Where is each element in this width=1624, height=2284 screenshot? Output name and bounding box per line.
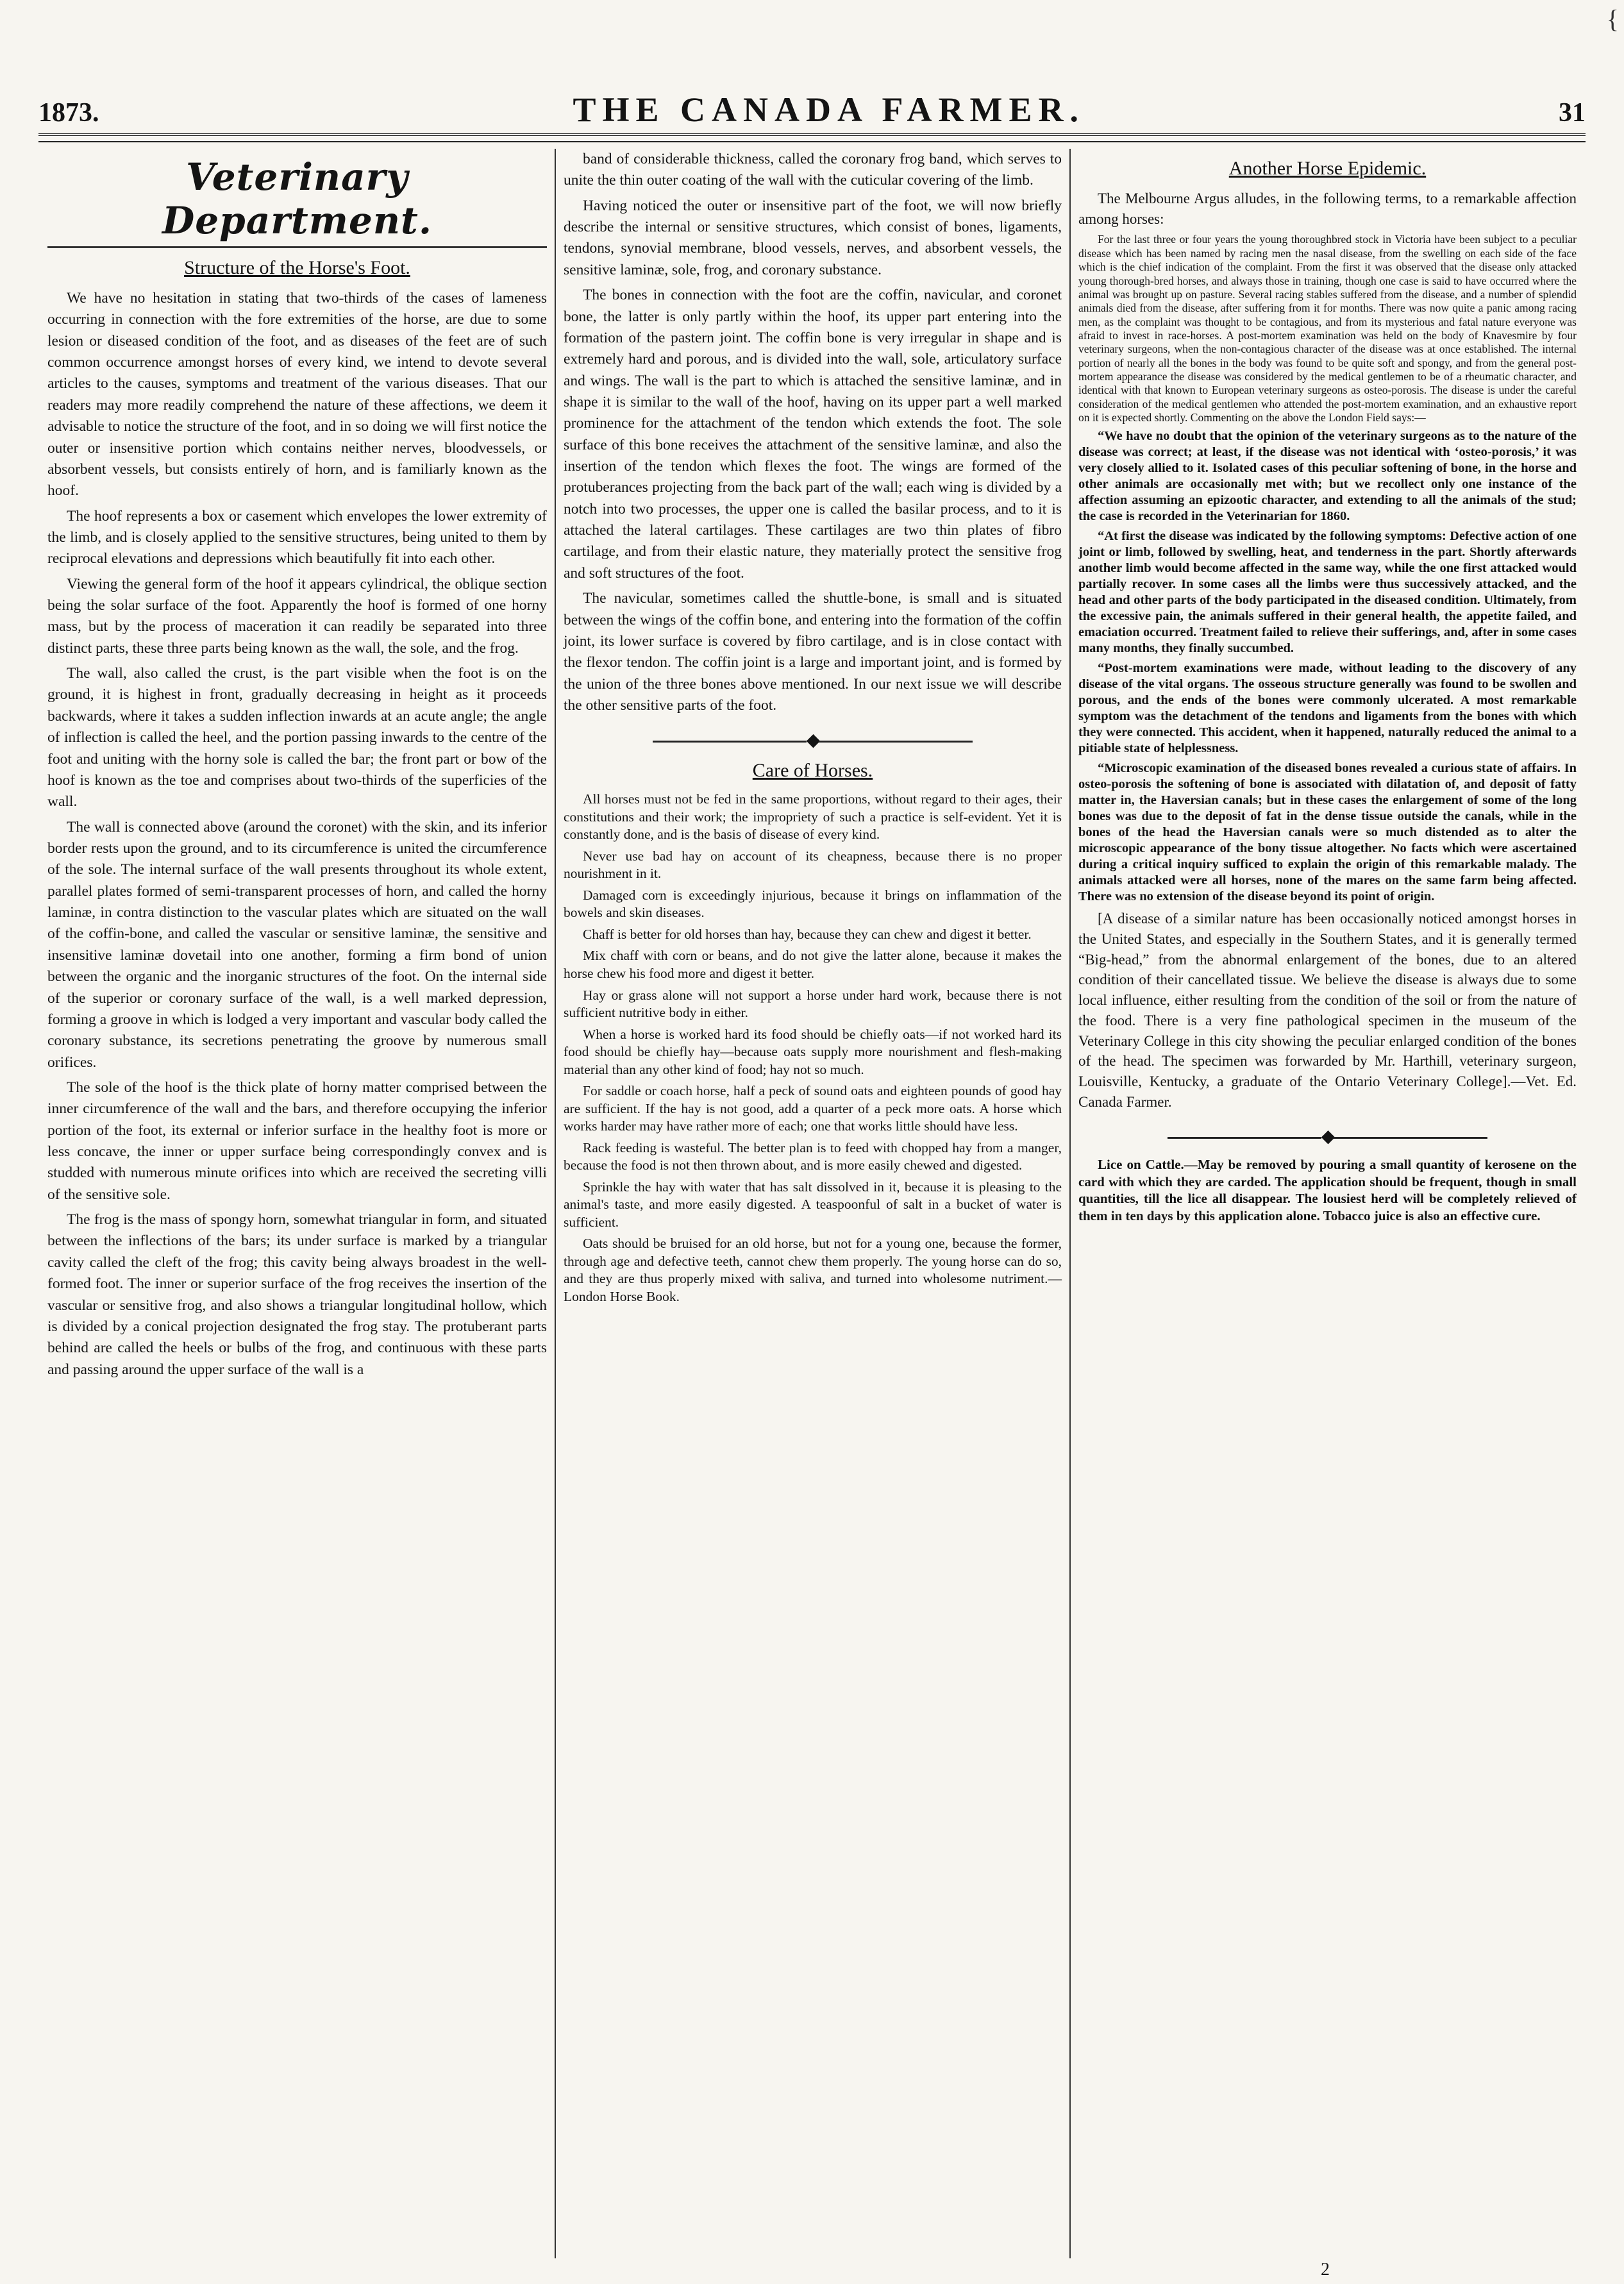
department-rule bbox=[47, 246, 547, 248]
editor-note: [A disease of a similar nature has been occasionally noticed amongst horses in the United States, and especially in the Southern States, and it is generally termed “Big-head,” from the abnormal enlargement of the bones, due to an altered condition of their cancellated tissue. We believe the disease is always due to some local influence, either resulting from the condition of the soil or from the nature of the food. There is a very fine pathological specimen in the museum of the Veterinary College in this city showing the peculiar enlarged condition of the bones of the head. The specimen was forwarded by Mr. Harthill, veterinary surgeon, Louisville, Kentucky, a graduate of the Ontario Veterinary College].—Vet. Ed. Canada Farmer. bbox=[1078, 911, 1577, 1110]
paragraph: “Microscopic examination of the diseased bones revealed a curious state of affairs. In osteo-porosis the softening of bone is associated with dilatation of, and deposit of fatty matter in, the Haversian canals; but in these cases the enlargement of some of the long bones was due to the deposit of fat in the dense tissue outside the canals, while in the bones of the head the Haversian canals were so much distended as to alter the microscopic appearance of the bony tissue altogether. No facts which were ascertained during a critical inquiry sufficed to explain the origin of this remarkable malady. The animals attacked were all horses, none of the mares on the same farm being affected. There was no extension of the disease beyond its point of origin. bbox=[1078, 761, 1577, 904]
masthead-rule-thin bbox=[38, 141, 1586, 142]
issue-year: 1873. bbox=[38, 98, 99, 128]
article-heading-horse-foot: Structure of the Horse's Foot. bbox=[184, 257, 410, 278]
paper-title: THE CANADA FARMER. bbox=[573, 90, 1085, 129]
section-divider: ◆ bbox=[1078, 1125, 1577, 1147]
section-divider: ◆ bbox=[564, 729, 1062, 751]
paragraph: The wall is connected above (around the coronet) with the skin, and its inferior border rests upon the ground, and to its circumference is united the circumference of the sole. The internal surface of the wall presents throughout its whole extent, parallel plates formed of semi-transparent processes of horn, and called the horny laminæ, in contra distinction to the vascular plates which are situated on the wall of the coffin-bone, and called the vascular or sensitive laminæ, the sensitive and insensitive laminæ dovetail into one another, forming a firm bond of union between the organic and the inorganic structures of the foot. On the internal side of the superior or coronary surface of the wall, is a well marked depression, forming a groove in which is lodged a very important and vascular body called the coronary substance, its secretions penetrating the groove by numerous small orifices. bbox=[47, 818, 547, 1071]
paragraph: We have no hesitation in stating that two-thirds of the cases of lameness occurring in connection with the fore extremities of the horse, are due to some lesion or diseased condition of the foot, and as diseases of the feet are of such common occurrence amongst horses of every kind, we intend to devote several articles to the causes, symptoms and treatment of the various diseases. That our readers may more readily comprehend the nature of these affections, we deem it advisable to notice the structure of the foot, and in so doing we will first notice the outer or insensitive portion which contains neither nerves, bloodvessels, or absorbent vessels, but consists entirely of horn, and is familiarly known as the hoof. bbox=[47, 290, 547, 500]
paragraph: The sole of the hoof is the thick plate of horny matter comprised between the inner circumference of the wall and the bars, and therefore occupying the inferior portion of the foot, its external or inferior surface in the healthy foot is more or less concave, the inner or upper surface being correspondingly convex and is studded with numerous minute orifices into which are received the secreting villi of the sensitive sole. bbox=[47, 1079, 547, 1203]
page-number: 31 bbox=[1559, 98, 1586, 128]
paragraph: Rack feeding is wasteful. The better plan is to feed with chopped hay from a manger, because the food is not then thrown about, and is more easily chewed and digested. bbox=[564, 1139, 1062, 1173]
article-heading-care-of-horses: Care of Horses. bbox=[752, 760, 873, 782]
paragraph: “We have no doubt that the opinion of the veterinary surgeons as to the nature of the disease was correct; at least, if the disease was not identical with ‘osteo-porosis,’ it was very closely allied to it. Isolated cases of this peculiar softening of bone, in the horse and other animals are occasionally met with; but we recollect only one instance of the affection assuming an epizootic character, and extending to all the animals of the stud; the case is recorded in the Veterinarian for 1860. bbox=[1078, 429, 1577, 524]
paragraph: The hoof represents a box or casement which envelopes the lower extremity of the limb, and is closely applied to the sensitive structures, being united to them by reciprocal elevations and depressions which beautifully fit into each other. bbox=[47, 507, 547, 567]
paragraph: The wall, also called the crust, is the part visible when the foot is on the ground, it is highest in front, gradually decreasing in height as it proceeds backwards, where it takes a sudden inflection inwards at an acute angle; the angle of inflection is called the heel, and the portion passing inwards to the centre of the foot and uniting with the horny sole is called the bar; the front part or bow of the hoof is known as the toe and comprises about two-thirds of the superficies of the wall. bbox=[47, 665, 547, 810]
paragraph: Hay or grass alone will not support a horse under hard work, because there is not sufficient nutritive body in either. bbox=[564, 987, 1062, 1021]
paragraph: When a horse is worked hard its food should be chiefly oats—if not worked hard its food should be chiefly hay—because oats supply more nourishment and flesh-making material than any other kind of food; hay not so much. bbox=[564, 1026, 1062, 1077]
paragraph: “Post-mortem examinations were made, without leading to the discovery of any disease of the vital organs. The osseous structure generally was found to be swollen and porous, and the ends of the bones were commonly ulcerated. A most remarkable symptom was the detachment of the tendons and ligaments from the bones with which they were connected. This accident, when it happened, naturally reduced the animal to a pitiable state of helplessness. bbox=[1078, 661, 1577, 756]
paragraph: Sprinkle the hay with water that has salt dissolved in it, because it is pleasing to the animal's taste, and more easily digested. A teaspoonful of salt in a bucket of water is sufficient. bbox=[564, 1179, 1062, 1230]
paragraph: Viewing the general form of the hoof it appears cylindrical, the oblique section being the solar surface of the foot. Apparently the hoof is formed of one horny mass, but by the process of maceration it can readily be separated into three distinct parts, these three parts being known as the wall, the sole, and the frog. bbox=[47, 575, 547, 657]
paragraph: Oats should be bruised for an old horse, but not for a young one, because the former, through age and defective teeth, cannot chew them properly. The young horse can do so, and they are thus properly mixed with saliva, and turned into wholesome nutriment.—London Horse Book. bbox=[564, 1236, 1062, 1304]
paragraph: The bones in connection with the foot are the coffin, navicular, and coronet bone, the latter is only partly within the hoof, its upper part entering into the formation of the pastern joint. The coffin bone is very irregular in shape and is extremely hard and porous, and is divided into the wall, sole, articulatory surface and wings. The wall is the part to which is attached the sensitive laminæ, and in shape it is similar to the wall of the hoof, having on its upper part a well marked prominence for the attachment of the tendon which extends the foot. The sole surface of this bone receives the attachment of the sensitive laminæ, and also the insertion of the tendon which flexes the foot. The wings are formed of the protuberances projecting from the back part of the wall; each wing is divided by a notch into two processes, the upper one is called the basilar process, and to it is attached the lateral cartilages. These cartilages are two thin plates of fibro cartilage, and from their elastic nature, they materially protect the sensitive frog and soft structures of the foot. bbox=[564, 287, 1062, 582]
quoted-report: For the last three or four years the young thoroughbred stock in Victoria have been subject to a peculiar disease which has been named by racing men the nasal disease, from the swelling on each side of the face which is the chief indication of the complaint. From the first it was observed that the disease only attacked young thorough-bred horses, and always those in training, though one case is said to have occurred where the animal was brought up on pasture. Several racing stables suffered from the disease, and a number of splendid animals died from the disease, after suffering from it for months. There was now quite a panic among racing men, as the complaint was thought to be contagious, and from its mysterious and fatal nature everyone was afraid to invest in race-horses. A post-mortem examination was held on the body of Knavesmire by four veterinary surgeons, when the non-contagious character of the disease was at once established. The internal portion of nearly all the bones in the body was found to be quite soft and spongy, and from the general post-mortem appearance the disease was considered by the medical gentlemen to be of a rheumatic character, and identical with that known to European veterinary surgeons as osteo-porosis. The disease is under the careful consideration of the medical gentlemen who attended the post-mortem examination, and an exhaustive report on it is expected shortly. Commenting on the above the London Field says:— bbox=[1078, 233, 1577, 424]
paragraph: band of considerable thickness, called the coronary frog band, which serves to unite the thin outer coating of the wall with the cuticular covering of the limb. bbox=[564, 151, 1062, 189]
paragraph: The frog is the mass of spongy horn, somewhat triangular in form, and situated between the inflections of the bars; its under surface is marked by a triangular cavity called the cleft of the frog; this cavity being always broadest in the well-formed foot. The inner or superior surface of the frog receives the insertion of the vascular or sensitive frog, and also shows a triangular longitudinal hollow, which is divided by a conical projection designated the frog stay. The protuberant parts behind are called the heels or bulbs of the frog, and continuous with these parts and passing around the upper surface of the wall is a bbox=[47, 1211, 547, 1378]
masthead-rule bbox=[38, 133, 1586, 136]
paragraph: Lice on Cattle.—May be removed by pouring a small quantity of kerosene on the card with which they are carded. The application should be frequent, though in small quantities, till the lice all disappear. The lousiest herd will be completely relieved of them in ten days by this application alone. Tobacco juice is also an effective cure. bbox=[1078, 1156, 1577, 1224]
masthead bbox=[38, 90, 1586, 130]
article-heading-horse-epidemic: Another Horse Epidemic. bbox=[1228, 158, 1427, 179]
paragraph: All horses must not be fed in the same proportions, without regard to their ages, their constitutions and their work; the impropriety of such a practice is self-evident. Yet it is constantly done, and is the basis of disease of every kind. bbox=[564, 791, 1062, 843]
column-right bbox=[1069, 149, 1584, 2258]
paragraph: Chaff is better for old horses than hay, because they can chew and digest it better. bbox=[583, 926, 1032, 942]
column-left bbox=[40, 149, 555, 2258]
paragraph: “At first the disease was indicated by the following symptoms: Defective action of one joint or limb, followed by swelling, heat, and tenderness in the part. Shortly afterwards another limb would become affected in the same way, while the one first attacked would partially recover. In some cases all the limbs were thus successively attacked, and the head and other parts of the body participated in the diseased condition. Ultimately, from the excessive pain, the animals suffered in their general health, the appetite failed, and emaciation occurred. Treatment failed to relieve their sufferings, and, after in some cases many months, they finally succumbed. bbox=[1078, 529, 1577, 656]
paragraph: Damaged corn is exceedingly injurious, because it brings on inflammation of the bowels and skin diseases. bbox=[564, 887, 1062, 921]
paragraph: Never use bad hay on account of its cheapness, because there is no proper nourishment in it. bbox=[564, 848, 1062, 882]
footer-mark: 2 bbox=[1321, 2260, 1330, 2280]
column-middle bbox=[555, 149, 1069, 2258]
paragraph: The Melbourne Argus alludes, in the following terms, to a remarkable affection among horses: bbox=[1078, 190, 1577, 227]
margin-mark: { bbox=[1606, 4, 1619, 33]
paragraph: The navicular, sometimes called the shuttle-bone, is small and is situated between the wings of the coffin bone, and entering into the formation of the coffin joint, its lower surface is covered by fibro cartilage, and is in close contact with the flexor tendon. The coffin joint is a large and important joint, and is formed by the union of the three bones above mentioned. In our next issue we will describe the other sensitive parts of the foot. bbox=[564, 590, 1062, 714]
department-title: Veterinary Department. bbox=[162, 155, 433, 242]
paragraph: For saddle or coach horse, half a peck of sound oats and eighteen pounds of good hay are sufficient. If the hay is not good, add a quarter of a peck more oats. A horse which works harder may have rather more of each; one that works little should have less. bbox=[564, 1083, 1062, 1134]
paragraph: Having noticed the outer or insensitive part of the foot, we will now briefly describe the internal or sensitive structures, which consist of bones, ligaments, tendons, synovial membrane, blood vessels, nerves, and absorbent vessels, the sensitive laminæ, sole, frog, and coronary substance. bbox=[564, 197, 1062, 278]
paragraph: Mix chaff with corn or beans, and do not give the latter alone, because it makes the horse chew his food more and digest it better. bbox=[564, 948, 1062, 981]
article-columns bbox=[40, 149, 1586, 2258]
